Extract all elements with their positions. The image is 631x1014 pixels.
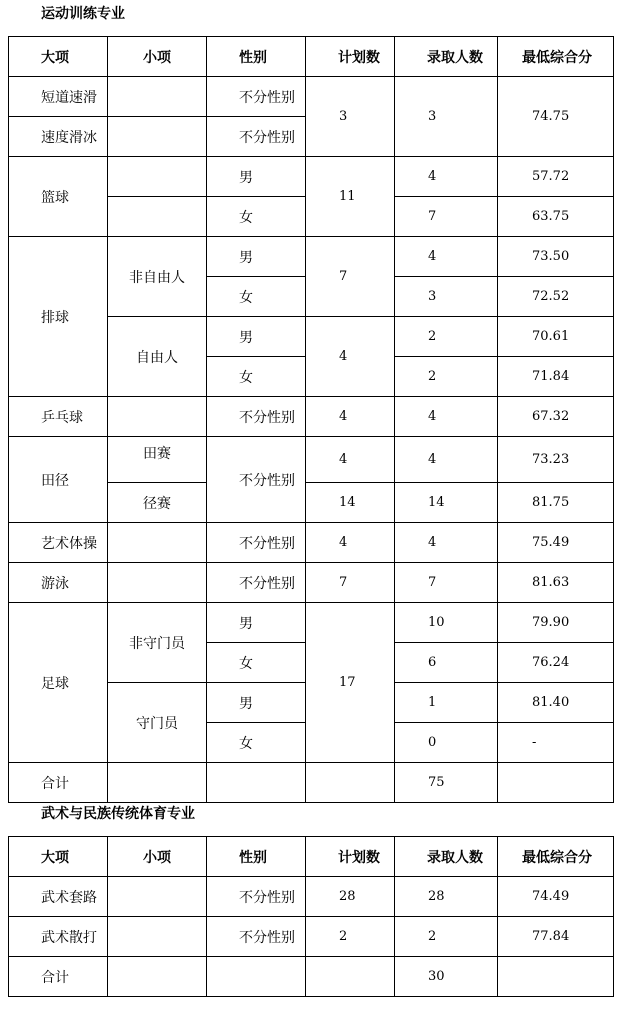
cell-gender: 女 bbox=[207, 723, 306, 763]
cell-admitted: 6 bbox=[395, 643, 498, 683]
cell-min-score: 76.24 bbox=[498, 643, 614, 683]
cell-minor bbox=[108, 397, 207, 437]
cell-min-score: 81.40 bbox=[498, 683, 614, 723]
cell-gender: 不分性别 bbox=[207, 117, 306, 157]
cell-admitted: 4 bbox=[395, 237, 498, 277]
table-row bbox=[9, 157, 614, 197]
cell-admitted: 2 bbox=[395, 317, 498, 357]
cell-gender: 不分性别 bbox=[207, 563, 306, 603]
cell-plan bbox=[306, 957, 395, 997]
cell-plan: 4 bbox=[306, 397, 395, 437]
wushu-table bbox=[8, 836, 614, 997]
cell-plan: 14 bbox=[306, 483, 395, 523]
cell-minor bbox=[108, 957, 207, 997]
cell-plan: 11 bbox=[306, 157, 395, 237]
cell-gender: 不分性别 bbox=[207, 397, 306, 437]
cell-minor: 守门员 bbox=[108, 683, 207, 763]
cell-admitted: 2 bbox=[395, 917, 498, 957]
cell-admitted: 4 bbox=[395, 523, 498, 563]
table-row bbox=[9, 523, 614, 563]
cell-min-score bbox=[498, 957, 614, 997]
cell-major: 乒乓球 bbox=[9, 397, 108, 437]
cell-major: 排球 bbox=[9, 237, 108, 397]
cell-admitted: 4 bbox=[395, 397, 498, 437]
total-label: 合计 bbox=[9, 763, 108, 803]
total-admitted: 75 bbox=[395, 763, 498, 803]
cell-plan: 4 bbox=[306, 317, 395, 397]
cell-plan: 2 bbox=[306, 917, 395, 957]
total-admitted: 30 bbox=[395, 957, 498, 997]
cell-gender: 不分性别 bbox=[207, 877, 306, 917]
table-header-row bbox=[9, 37, 614, 77]
cell-major: 足球 bbox=[9, 603, 108, 763]
table-row bbox=[9, 563, 614, 603]
cell-admitted: 10 bbox=[395, 603, 498, 643]
cell-gender: 不分性别 bbox=[207, 437, 306, 523]
cell-admitted: 3 bbox=[395, 77, 498, 157]
cell-gender: 女 bbox=[207, 357, 306, 397]
cell-min-score: 73.23 bbox=[498, 437, 614, 483]
cell-admitted: 7 bbox=[395, 197, 498, 237]
cell-plan: 3 bbox=[306, 77, 395, 157]
cell-admitted: 1 bbox=[395, 683, 498, 723]
cell-minor: 非自由人 bbox=[108, 237, 207, 317]
cell-minor bbox=[108, 523, 207, 563]
cell-min-score: 72.52 bbox=[498, 277, 614, 317]
header-gender: 性别 bbox=[207, 37, 306, 77]
cell-admitted: 4 bbox=[395, 437, 498, 483]
cell-min-score: 71.84 bbox=[498, 357, 614, 397]
cell-major: 短道速滑 bbox=[9, 77, 108, 117]
cell-admitted: 28 bbox=[395, 877, 498, 917]
cell-min-score: 81.63 bbox=[498, 563, 614, 603]
cell-min-score: 79.90 bbox=[498, 603, 614, 643]
table-row bbox=[9, 603, 614, 643]
cell-minor: 径赛 bbox=[108, 483, 207, 523]
cell-min-score: 75.49 bbox=[498, 523, 614, 563]
cell-plan: 28 bbox=[306, 877, 395, 917]
header-major: 大项 bbox=[9, 837, 108, 877]
sports-training-table bbox=[8, 36, 614, 803]
header-minor: 小项 bbox=[108, 837, 207, 877]
cell-minor bbox=[108, 117, 207, 157]
table-row bbox=[9, 437, 614, 483]
cell-gender: 男 bbox=[207, 683, 306, 723]
section-title-sports-training: 运动训练专业 bbox=[41, 6, 125, 22]
cell-plan: 7 bbox=[306, 563, 395, 603]
cell-min-score: 57.72 bbox=[498, 157, 614, 197]
table-total-row bbox=[9, 957, 614, 997]
cell-major: 篮球 bbox=[9, 157, 108, 237]
cell-min-score: - bbox=[498, 723, 614, 763]
header-admitted: 录取人数 bbox=[395, 37, 498, 77]
cell-major: 游泳 bbox=[9, 563, 108, 603]
cell-major: 武术套路 bbox=[9, 877, 108, 917]
total-label: 合计 bbox=[9, 957, 108, 997]
header-major: 大项 bbox=[9, 37, 108, 77]
cell-plan: 4 bbox=[306, 523, 395, 563]
cell-gender: 男 bbox=[207, 237, 306, 277]
cell-admitted: 3 bbox=[395, 277, 498, 317]
cell-plan: 7 bbox=[306, 237, 395, 317]
cell-minor: 自由人 bbox=[108, 317, 207, 397]
header-plan: 计划数 bbox=[306, 37, 395, 77]
table-row bbox=[9, 397, 614, 437]
cell-plan: 4 bbox=[306, 437, 395, 483]
cell-gender: 不分性别 bbox=[207, 917, 306, 957]
cell-plan bbox=[306, 763, 395, 803]
header-plan: 计划数 bbox=[306, 837, 395, 877]
cell-admitted: 14 bbox=[395, 483, 498, 523]
header-gender: 性别 bbox=[207, 837, 306, 877]
cell-min-score: 74.49 bbox=[498, 877, 614, 917]
cell-min-score: 77.84 bbox=[498, 917, 614, 957]
cell-min-score: 74.75 bbox=[498, 77, 614, 157]
cell-plan: 17 bbox=[306, 603, 395, 763]
cell-admitted: 0 bbox=[395, 723, 498, 763]
cell-gender: 男 bbox=[207, 157, 306, 197]
cell-min-score: 63.75 bbox=[498, 197, 614, 237]
cell-major: 武术散打 bbox=[9, 917, 108, 957]
cell-minor bbox=[108, 917, 207, 957]
cell-minor: 非守门员 bbox=[108, 603, 207, 683]
cell-gender: 女 bbox=[207, 197, 306, 237]
cell-major: 艺术体操 bbox=[9, 523, 108, 563]
cell-gender: 男 bbox=[207, 603, 306, 643]
table-row bbox=[9, 77, 614, 117]
cell-admitted: 7 bbox=[395, 563, 498, 603]
cell-min-score: 81.75 bbox=[498, 483, 614, 523]
cell-minor bbox=[108, 763, 207, 803]
table-total-row bbox=[9, 763, 614, 803]
cell-admitted: 2 bbox=[395, 357, 498, 397]
cell-admitted: 4 bbox=[395, 157, 498, 197]
table-row bbox=[9, 237, 614, 277]
cell-min-score bbox=[498, 763, 614, 803]
table-row bbox=[9, 877, 614, 917]
header-admitted: 录取人数 bbox=[395, 837, 498, 877]
cell-minor: 田赛 bbox=[108, 437, 207, 483]
header-minor: 小项 bbox=[108, 37, 207, 77]
cell-gender bbox=[207, 957, 306, 997]
cell-gender: 女 bbox=[207, 643, 306, 683]
cell-minor bbox=[108, 157, 207, 197]
cell-min-score: 67.32 bbox=[498, 397, 614, 437]
cell-minor bbox=[108, 563, 207, 603]
cell-min-score: 70.61 bbox=[498, 317, 614, 357]
cell-minor bbox=[108, 877, 207, 917]
cell-gender bbox=[207, 763, 306, 803]
cell-gender: 男 bbox=[207, 317, 306, 357]
header-min-score: 最低综合分 bbox=[498, 837, 614, 877]
cell-gender: 不分性别 bbox=[207, 523, 306, 563]
cell-major: 田径 bbox=[9, 437, 108, 523]
table-header-row bbox=[9, 837, 614, 877]
table-row bbox=[9, 917, 614, 957]
cell-minor bbox=[108, 77, 207, 117]
cell-major: 速度滑冰 bbox=[9, 117, 108, 157]
section-title-wushu: 武术与民族传统体育专业 bbox=[41, 806, 195, 822]
cell-gender: 女 bbox=[207, 277, 306, 317]
cell-gender: 不分性别 bbox=[207, 77, 306, 117]
header-min-score: 最低综合分 bbox=[498, 37, 614, 77]
cell-min-score: 73.50 bbox=[498, 237, 614, 277]
cell-minor bbox=[108, 197, 207, 237]
